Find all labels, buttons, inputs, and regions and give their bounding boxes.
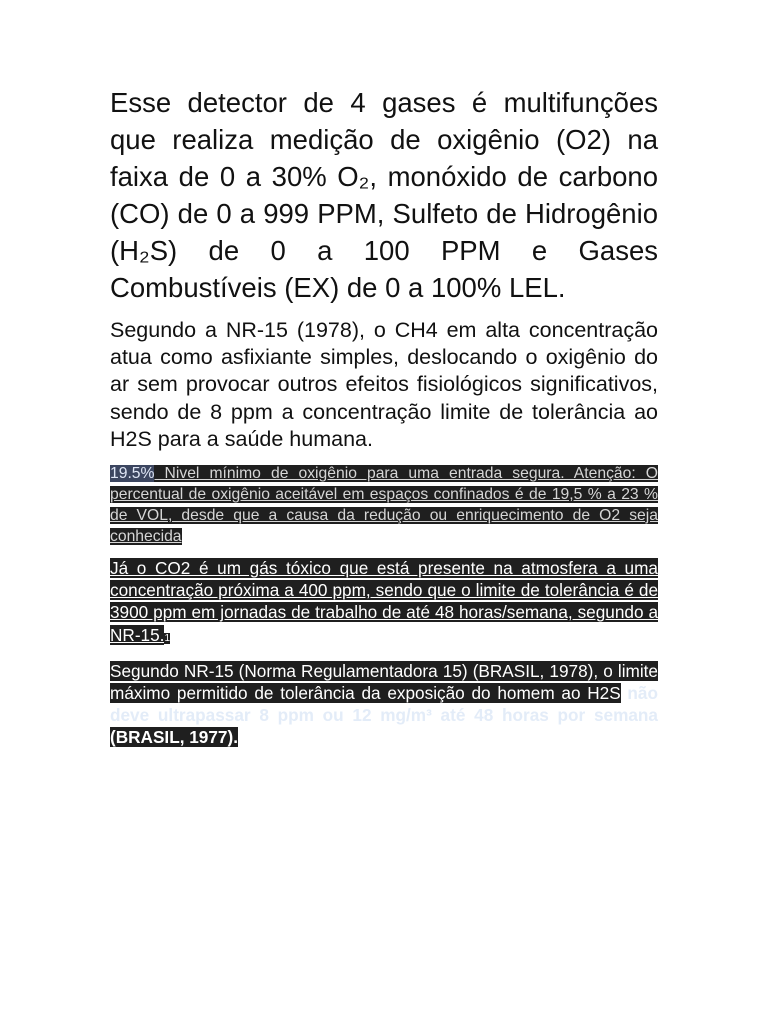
paragraph-oxygen-level (110, 463, 658, 547)
paragraph-h2s-limit (110, 660, 658, 749)
oxygen-note-text: Nivel mínimo de oxigênio para uma entrada segura. Atenção: O percentual de oxigênio aceitável em espaços confinados é de 19,5 % a 23 % de VOL, desde que a causa da redução ou enriquecimento de O2 seja conhecida (110, 465, 658, 546)
co2-text: Já o CO2 é um gás tóxico que está presente na atmosfera a uma concentração próxima a 400 ppm, sendo que o limite de tolerância é de 3900 ppm em jornadas de trabalho de até 48 horas/semana, segundo a NR-15. (110, 558, 658, 645)
paragraph-nr15-ch4: Segundo a NR-15 (1978), o CH4 em alta concentração atua como asfixiante simples, deslocando o oxigênio do ar sem provocar outros efeitos fisiológicos significativos, sendo de 8 ppm a concentração limite de tolerância ao H2S para a saúde humana. (110, 318, 658, 451)
oxygen-value-highlight: 19.5% (110, 465, 155, 483)
document-body (110, 84, 658, 749)
h2s-faded-text: não deve ultrapassar 8 ppm ou 12 mg/m³ até 48 horas por semana (110, 683, 658, 726)
h2s-text: Segundo NR-15 (Norma Regulamentadora 15) (BRASIL, 1978), o limite máximo permitido de tolerância da exposição do homem ao H2S (110, 660, 658, 704)
paragraph-co2 (110, 557, 658, 650)
citation-text: (BRASIL, 1977). (110, 727, 238, 748)
paragraph-detector-description: Esse detector de 4 gases é multifunções que realiza medição de oxigênio (O2) na faixa de 0 a 30% O₂, monóxido de carbono (CO) de 0 a 999 PPM, Sulfeto de Hidrogênio (H₂S) de 0 a 100 PPM e Gases Combustíveis (EX) de 0 a 100% LEL. (110, 87, 658, 303)
footnote-marker: 1 (164, 632, 171, 644)
